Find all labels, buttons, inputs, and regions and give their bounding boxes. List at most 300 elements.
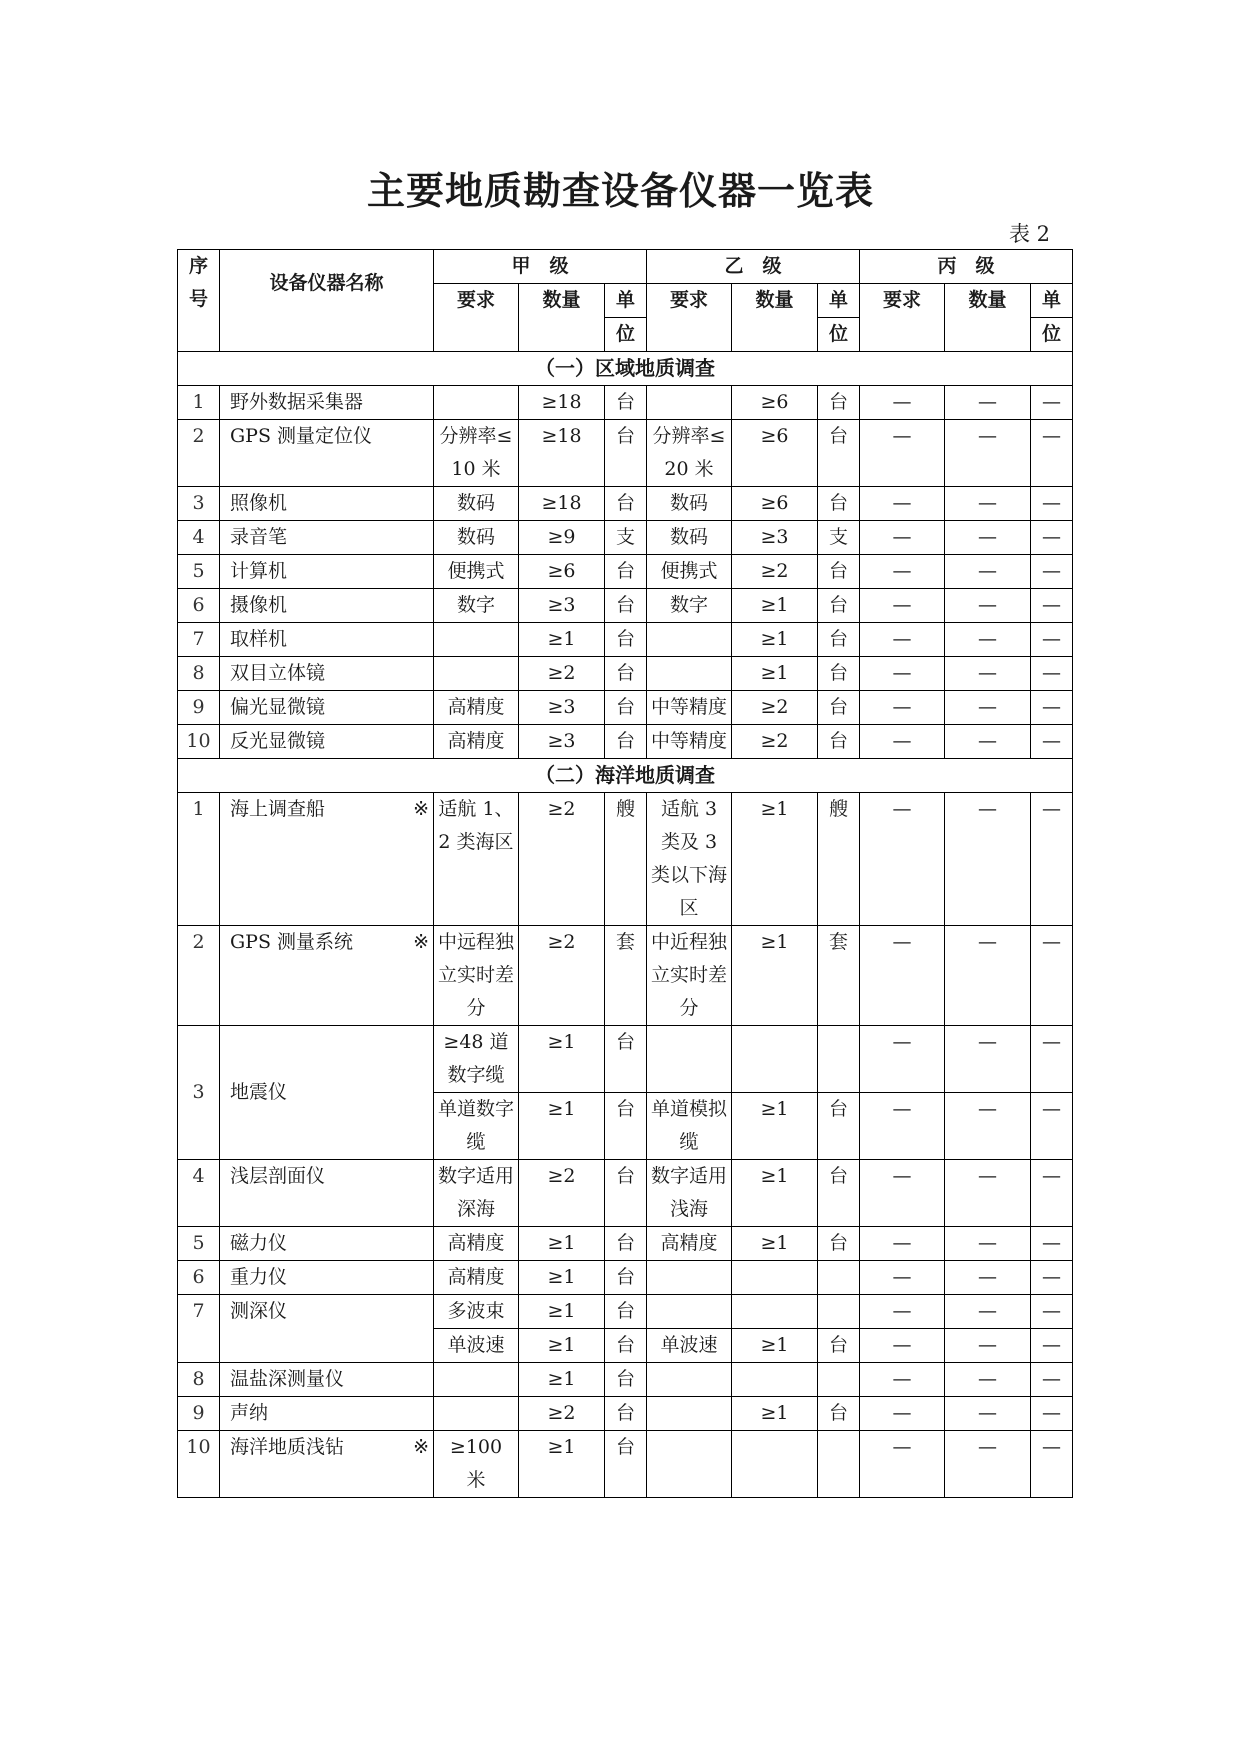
cell-a-qty: ≥1	[519, 1026, 605, 1093]
header-c-unit-2: 位	[1031, 318, 1073, 352]
cell-b-unit: 台	[818, 1093, 860, 1160]
cell-b-unit: 台	[818, 1160, 860, 1227]
cell-a-req: 分辨率≤10 米	[434, 420, 519, 487]
cell-a-req	[434, 1397, 519, 1431]
cell-b-req: 中等精度	[647, 725, 732, 759]
cell-a-req: 数码	[434, 487, 519, 521]
cell-grade-c-dash: —	[945, 1026, 1031, 1093]
table-row	[178, 793, 1073, 926]
cell-a-req: 数字	[434, 589, 519, 623]
cell-grade-c-dash: —	[945, 420, 1031, 487]
cell-a-req: 单波速	[434, 1329, 519, 1363]
cell-a-qty: ≥1	[519, 1227, 605, 1261]
header-a-unit-2: 位	[605, 318, 647, 352]
cell-a-qty: ≥1	[519, 623, 605, 657]
header-b-qty: 数量	[732, 284, 818, 352]
cell-grade-c-dash: —	[860, 521, 945, 555]
cell-b-req: 便携式	[647, 555, 732, 589]
cell-grade-c-dash: —	[1031, 793, 1073, 926]
cell-a-qty: ≥18	[519, 386, 605, 420]
cell-grade-c-dash: —	[860, 386, 945, 420]
equipment-name	[220, 589, 434, 623]
cell-a-unit: 台	[605, 1026, 647, 1093]
equipment-name-text: 磁力仪	[230, 1232, 288, 1254]
cell-b-req	[647, 657, 732, 691]
cell-a-req	[434, 1363, 519, 1397]
cell-grade-c-dash: —	[945, 487, 1031, 521]
cell-a-req: ≥100 米	[434, 1431, 519, 1498]
equipment-name-text: 反光显微镜	[230, 730, 326, 752]
cell-b-qty: ≥1	[732, 1093, 818, 1160]
cell-a-req: 便携式	[434, 555, 519, 589]
cell-b-qty	[732, 1431, 818, 1498]
equipment-name-text: 野外数据采集器	[230, 391, 364, 413]
table-row	[178, 725, 1073, 759]
cell-a-unit: 台	[605, 386, 647, 420]
cell-a-qty: ≥1	[519, 1363, 605, 1397]
cell-b-unit: 支	[818, 521, 860, 555]
row-number: 8	[178, 657, 220, 691]
cell-grade-c-dash: —	[1031, 487, 1073, 521]
cell-a-qty: ≥1	[519, 1295, 605, 1329]
cell-grade-c-dash: —	[860, 1397, 945, 1431]
header-c-qty: 数量	[945, 284, 1031, 352]
cell-a-req: 高精度	[434, 1261, 519, 1295]
cell-b-unit: 台	[818, 657, 860, 691]
header-a-qty: 数量	[519, 284, 605, 352]
cell-grade-c-dash: —	[1031, 1227, 1073, 1261]
equipment-name	[220, 1397, 434, 1431]
cell-a-qty: ≥2	[519, 1397, 605, 1431]
cell-a-unit: 台	[605, 1160, 647, 1227]
cell-a-req: 单道数字缆	[434, 1093, 519, 1160]
cell-grade-c-dash: —	[945, 555, 1031, 589]
equipment-name-text: 录音笔	[230, 526, 288, 548]
cell-b-req: 数字	[647, 589, 732, 623]
table-row	[178, 555, 1073, 589]
cell-b-unit: 台	[818, 589, 860, 623]
cell-grade-c-dash: —	[945, 1329, 1031, 1363]
cell-b-qty	[732, 1261, 818, 1295]
cell-b-qty: ≥1	[732, 589, 818, 623]
row-number: 7	[178, 1295, 220, 1363]
table-header	[178, 250, 1073, 352]
section-title: （二）海洋地质调查	[178, 759, 1073, 793]
cell-a-unit: 台	[605, 487, 647, 521]
equipment-name	[220, 521, 434, 555]
cell-b-qty	[732, 1295, 818, 1329]
cell-a-qty: ≥2	[519, 793, 605, 926]
cell-grade-c-dash: —	[860, 1261, 945, 1295]
equipment-name	[220, 420, 434, 487]
cell-b-req	[647, 386, 732, 420]
row-number: 9	[178, 1397, 220, 1431]
cell-a-unit: 台	[605, 1363, 647, 1397]
cell-a-req: 多波束	[434, 1295, 519, 1329]
cell-a-unit: 套	[605, 926, 647, 1026]
cell-a-unit: 台	[605, 725, 647, 759]
cell-grade-c-dash: —	[945, 1160, 1031, 1227]
row-number: 1	[178, 386, 220, 420]
cell-b-qty: ≥3	[732, 521, 818, 555]
cell-grade-c-dash: —	[1031, 589, 1073, 623]
cell-b-req: 数字适用浅海	[647, 1160, 732, 1227]
header-a-unit-1: 单	[605, 284, 647, 318]
header-b-req: 要求	[647, 284, 732, 352]
equipment-name	[220, 1261, 434, 1295]
cell-a-unit: 支	[605, 521, 647, 555]
cell-a-unit: 台	[605, 1295, 647, 1329]
cell-a-unit: 台	[605, 623, 647, 657]
cell-a-unit: 台	[605, 1227, 647, 1261]
cell-grade-c-dash: —	[1031, 1295, 1073, 1329]
table-row	[178, 521, 1073, 555]
cell-grade-c-dash: —	[860, 1093, 945, 1160]
equipment-name-text: 测深仪	[230, 1300, 288, 1322]
cell-grade-c-dash: —	[1031, 725, 1073, 759]
table-row	[178, 1160, 1073, 1227]
header-b-unit-1: 单	[818, 284, 860, 318]
cell-grade-c-dash: —	[1031, 1160, 1073, 1227]
cell-grade-c-dash: —	[945, 1261, 1031, 1295]
equipment-table	[177, 249, 1073, 1498]
cell-b-qty: ≥6	[732, 487, 818, 521]
cell-a-qty: ≥1	[519, 1261, 605, 1295]
cell-b-req: 高精度	[647, 1227, 732, 1261]
table-row	[178, 623, 1073, 657]
cell-a-unit: 台	[605, 1397, 647, 1431]
cell-b-qty: ≥1	[732, 657, 818, 691]
row-number: 4	[178, 1160, 220, 1227]
section-title: （一）区域地质调查	[178, 352, 1073, 386]
cell-b-unit: 艘	[818, 793, 860, 926]
section-row	[178, 759, 1073, 793]
cell-a-qty: ≥2	[519, 1160, 605, 1227]
equipment-name-text: 海洋地质浅钻	[230, 1436, 345, 1458]
cell-grade-c-dash: —	[1031, 1363, 1073, 1397]
cell-b-req: 适航 3 类及 3 类以下海区	[647, 793, 732, 926]
table-row	[178, 1431, 1073, 1498]
equipment-name-text: GPS 测量系统	[230, 931, 354, 953]
cell-a-qty: ≥1	[519, 1093, 605, 1160]
cell-grade-c-dash: —	[1031, 521, 1073, 555]
cell-b-qty: ≥1	[732, 1227, 818, 1261]
equipment-name	[220, 691, 434, 725]
cell-a-qty: ≥3	[519, 589, 605, 623]
header-grade-c: 丙 级	[860, 250, 1073, 284]
cell-a-unit: 台	[605, 1261, 647, 1295]
cell-grade-c-dash: —	[945, 1227, 1031, 1261]
cell-grade-c-dash: —	[945, 1397, 1031, 1431]
cell-grade-c-dash: —	[1031, 1261, 1073, 1295]
cell-b-req: 中等精度	[647, 691, 732, 725]
equipment-name-text: 重力仪	[230, 1266, 288, 1288]
equipment-name-text: 取样机	[230, 628, 288, 650]
cell-b-req	[647, 1363, 732, 1397]
cell-grade-c-dash: —	[945, 926, 1031, 1026]
equipment-name-text: 声纳	[230, 1402, 269, 1424]
cell-grade-c-dash: —	[945, 521, 1031, 555]
cell-b-qty: ≥2	[732, 725, 818, 759]
cell-b-qty: ≥6	[732, 420, 818, 487]
cell-b-qty: ≥2	[732, 555, 818, 589]
cell-b-req	[647, 1295, 732, 1329]
cell-a-req: 中远程独立实时差分	[434, 926, 519, 1026]
equipment-name	[220, 487, 434, 521]
row-number: 4	[178, 521, 220, 555]
cell-b-unit	[818, 1295, 860, 1329]
equipment-name	[220, 1363, 434, 1397]
equipment-name-text: 计算机	[230, 560, 288, 582]
table-row	[178, 1397, 1073, 1431]
equipment-name	[220, 793, 434, 926]
cell-a-unit: 台	[605, 1329, 647, 1363]
cell-grade-c-dash: —	[1031, 657, 1073, 691]
row-number: 8	[178, 1363, 220, 1397]
cell-b-req	[647, 1261, 732, 1295]
equipment-name	[220, 1026, 434, 1160]
section-row	[178, 352, 1073, 386]
note-mark: ※	[413, 931, 429, 953]
cell-a-req	[434, 657, 519, 691]
cell-b-qty: ≥1	[732, 1329, 818, 1363]
cell-b-qty	[732, 1026, 818, 1093]
cell-grade-c-dash: —	[945, 657, 1031, 691]
equipment-name	[220, 926, 434, 1026]
header-c-unit-1: 单	[1031, 284, 1073, 318]
cell-a-qty: ≥1	[519, 1329, 605, 1363]
cell-b-req: 中近程独立实时差分	[647, 926, 732, 1026]
header-c-req: 要求	[860, 284, 945, 352]
cell-a-qty: ≥18	[519, 487, 605, 521]
cell-b-req: 单道模拟缆	[647, 1093, 732, 1160]
cell-grade-c-dash: —	[860, 1295, 945, 1329]
cell-b-req	[647, 1026, 732, 1093]
equipment-name	[220, 725, 434, 759]
cell-grade-c-dash: —	[860, 1329, 945, 1363]
cell-grade-c-dash: —	[860, 623, 945, 657]
cell-a-unit: 台	[605, 420, 647, 487]
cell-grade-c-dash: —	[860, 793, 945, 926]
cell-a-qty: ≥18	[519, 420, 605, 487]
equipment-name	[220, 1160, 434, 1227]
table-row	[178, 1295, 1073, 1329]
row-number: 2	[178, 926, 220, 1026]
row-number: 3	[178, 1026, 220, 1160]
cell-a-req: 数码	[434, 521, 519, 555]
cell-grade-c-dash: —	[1031, 691, 1073, 725]
cell-grade-c-dash: —	[1031, 1026, 1073, 1093]
header-grade-a: 甲 级	[434, 250, 647, 284]
note-mark: ※	[413, 798, 429, 820]
equipment-name-text: 温盐深测量仪	[230, 1368, 345, 1390]
equipment-name	[220, 1431, 434, 1498]
page-title: 主要地质勘查设备仪器一览表	[366, 168, 874, 213]
equipment-name-text: 照像机	[230, 492, 288, 514]
cell-a-qty: ≥1	[519, 1431, 605, 1498]
table-row	[178, 1363, 1073, 1397]
table-row	[178, 657, 1073, 691]
cell-grade-c-dash: —	[860, 1160, 945, 1227]
header-grade-b: 乙 级	[647, 250, 860, 284]
table-row	[178, 1026, 1073, 1093]
row-number: 10	[178, 725, 220, 759]
cell-b-qty	[732, 1363, 818, 1397]
table-number: 表 2	[1008, 222, 1050, 246]
cell-a-qty: ≥6	[519, 555, 605, 589]
cell-grade-c-dash: —	[860, 1227, 945, 1261]
header-seq-line1: 序	[188, 255, 208, 277]
cell-b-qty: ≥1	[732, 793, 818, 926]
cell-grade-c-dash: —	[1031, 555, 1073, 589]
row-number: 5	[178, 1227, 220, 1261]
equipment-name-text: 地震仪	[230, 1081, 288, 1103]
cell-grade-c-dash: —	[945, 1431, 1031, 1498]
cell-grade-c-dash: —	[945, 691, 1031, 725]
cell-grade-c-dash: —	[945, 589, 1031, 623]
cell-b-qty: ≥1	[732, 1397, 818, 1431]
cell-a-unit: 台	[605, 1093, 647, 1160]
cell-grade-c-dash: —	[945, 623, 1031, 657]
cell-b-req	[647, 1431, 732, 1498]
table-body	[178, 352, 1073, 1498]
cell-grade-c-dash: —	[1031, 926, 1073, 1026]
cell-b-unit: 台	[818, 1329, 860, 1363]
cell-grade-c-dash: —	[860, 420, 945, 487]
cell-a-req: 适航 1、2 类海区	[434, 793, 519, 926]
equipment-name-text: 偏光显微镜	[230, 696, 326, 718]
cell-grade-c-dash: —	[1031, 1329, 1073, 1363]
cell-b-unit: 台	[818, 555, 860, 589]
cell-b-unit: 台	[818, 691, 860, 725]
cell-grade-c-dash: —	[1031, 623, 1073, 657]
row-number: 2	[178, 420, 220, 487]
cell-b-unit	[818, 1431, 860, 1498]
table-row	[178, 589, 1073, 623]
cell-b-qty: ≥6	[732, 386, 818, 420]
cell-a-qty: ≥3	[519, 725, 605, 759]
cell-b-unit: 套	[818, 926, 860, 1026]
table-row	[178, 1227, 1073, 1261]
cell-b-unit	[818, 1026, 860, 1093]
cell-b-unit: 台	[818, 725, 860, 759]
cell-a-req: 高精度	[434, 725, 519, 759]
cell-b-unit	[818, 1261, 860, 1295]
cell-grade-c-dash: —	[860, 555, 945, 589]
cell-a-unit: 台	[605, 691, 647, 725]
cell-b-unit: 台	[818, 623, 860, 657]
equipment-name-text: 海上调查船	[230, 798, 326, 820]
equipment-name-text: 摄像机	[230, 594, 288, 616]
cell-b-unit	[818, 1363, 860, 1397]
equipment-name	[220, 1227, 434, 1261]
cell-b-req: 分辨率≤20 米	[647, 420, 732, 487]
row-number: 10	[178, 1431, 220, 1498]
cell-b-unit: 台	[818, 386, 860, 420]
cell-a-unit: 台	[605, 1431, 647, 1498]
table-row	[178, 487, 1073, 521]
table-row	[178, 1261, 1073, 1295]
cell-grade-c-dash: —	[1031, 420, 1073, 487]
cell-a-req: 高精度	[434, 691, 519, 725]
row-number: 7	[178, 623, 220, 657]
cell-b-qty: ≥2	[732, 691, 818, 725]
cell-grade-c-dash: —	[945, 1093, 1031, 1160]
cell-b-req: 数码	[647, 521, 732, 555]
cell-a-unit: 台	[605, 589, 647, 623]
cell-grade-c-dash: —	[1031, 1397, 1073, 1431]
equipment-name-text: 浅层剖面仪	[230, 1165, 326, 1187]
cell-grade-c-dash: —	[860, 725, 945, 759]
cell-b-req: 单波速	[647, 1329, 732, 1363]
cell-grade-c-dash: —	[945, 793, 1031, 926]
cell-grade-c-dash: —	[860, 691, 945, 725]
equipment-name	[220, 623, 434, 657]
cell-b-unit: 台	[818, 487, 860, 521]
cell-grade-c-dash: —	[945, 1363, 1031, 1397]
cell-a-qty: ≥9	[519, 521, 605, 555]
cell-a-unit: 艘	[605, 793, 647, 926]
cell-a-req: 数字适用深海	[434, 1160, 519, 1227]
cell-grade-c-dash: —	[860, 487, 945, 521]
header-b-unit-2: 位	[818, 318, 860, 352]
header-name: 设备仪器名称	[220, 250, 434, 352]
note-mark: ※	[413, 1436, 429, 1458]
cell-a-req	[434, 386, 519, 420]
cell-a-qty: ≥3	[519, 691, 605, 725]
cell-b-unit: 台	[818, 1227, 860, 1261]
equipment-name	[220, 657, 434, 691]
equipment-name-text: 双目立体镜	[230, 662, 326, 684]
row-number: 9	[178, 691, 220, 725]
cell-a-unit: 台	[605, 555, 647, 589]
cell-grade-c-dash: —	[945, 725, 1031, 759]
cell-grade-c-dash: —	[1031, 1093, 1073, 1160]
cell-grade-c-dash: —	[860, 589, 945, 623]
cell-grade-c-dash: —	[1031, 1431, 1073, 1498]
row-number: 1	[178, 793, 220, 926]
equipment-name	[220, 386, 434, 420]
cell-grade-c-dash: —	[860, 926, 945, 1026]
header-seq-line2: 号	[188, 288, 208, 310]
cell-grade-c-dash: —	[860, 1363, 945, 1397]
cell-a-qty: ≥2	[519, 926, 605, 1026]
cell-grade-c-dash: —	[860, 657, 945, 691]
cell-grade-c-dash: —	[860, 1431, 945, 1498]
cell-b-qty: ≥1	[732, 1160, 818, 1227]
cell-grade-c-dash: —	[1031, 386, 1073, 420]
cell-a-req: 高精度	[434, 1227, 519, 1261]
cell-b-req	[647, 623, 732, 657]
cell-b-qty: ≥1	[732, 926, 818, 1026]
header-seq	[178, 250, 220, 352]
cell-grade-c-dash: —	[860, 1026, 945, 1093]
row-number: 3	[178, 487, 220, 521]
cell-grade-c-dash: —	[945, 1295, 1031, 1329]
equipment-name	[220, 555, 434, 589]
cell-b-qty: ≥1	[732, 623, 818, 657]
cell-b-unit: 台	[818, 420, 860, 487]
cell-a-qty: ≥2	[519, 657, 605, 691]
table-row	[178, 386, 1073, 420]
equipment-name-text: GPS 测量定位仪	[230, 425, 373, 447]
table-row	[178, 691, 1073, 725]
cell-grade-c-dash: —	[945, 386, 1031, 420]
row-number: 6	[178, 589, 220, 623]
table-row	[178, 420, 1073, 487]
cell-a-unit: 台	[605, 657, 647, 691]
row-number: 5	[178, 555, 220, 589]
